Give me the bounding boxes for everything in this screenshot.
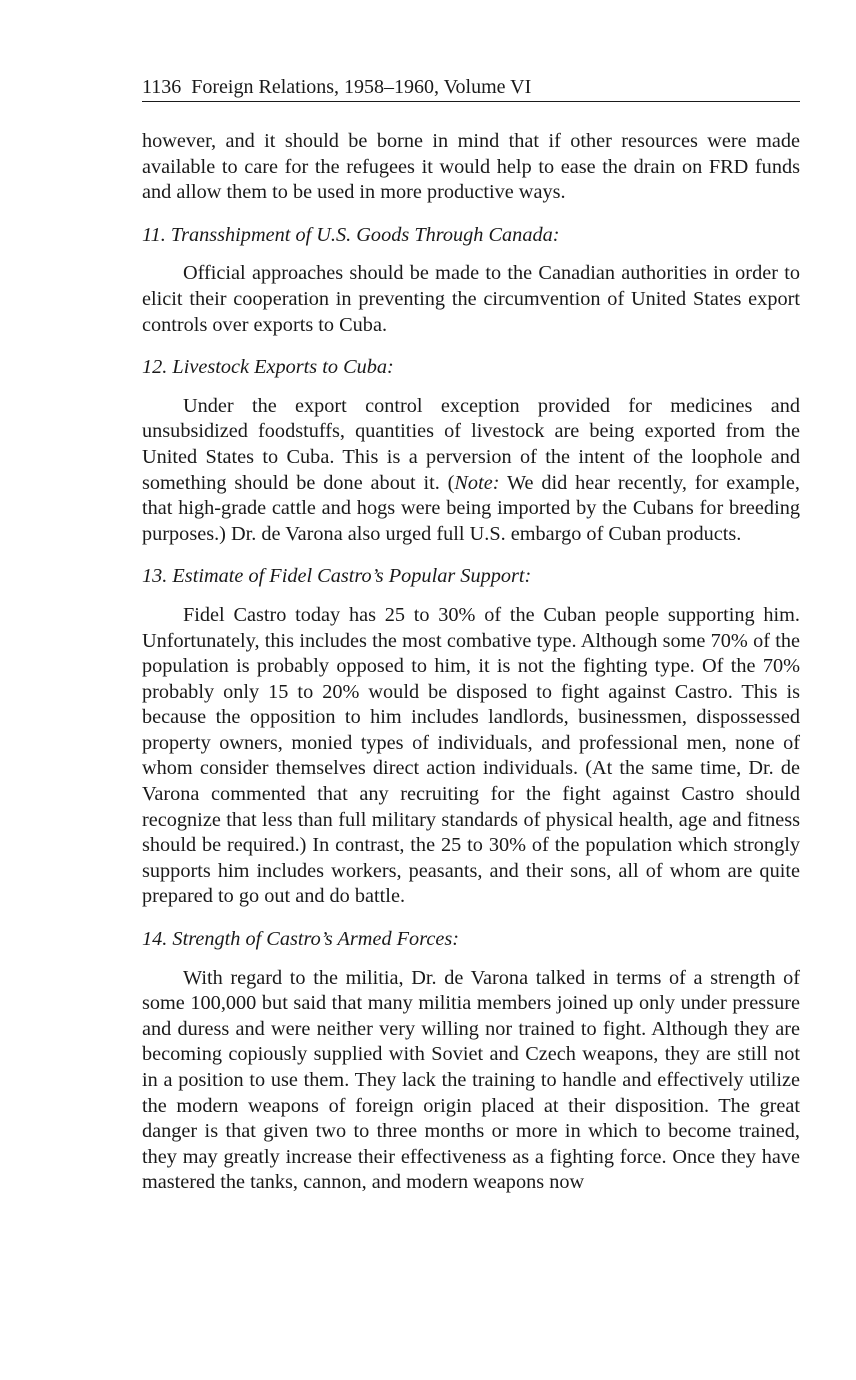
page-number: 1136 — [142, 76, 182, 98]
section-text-12 — [142, 394, 800, 548]
section-text-12-part-2: We did hear recently, for example, that high-grade cattle and hogs were being imported by the Cubans for breeding purposes.) Dr. de Varona also urged full U.S. embargo of Cuban products. — [142, 471, 800, 545]
running-head — [142, 74, 800, 102]
section-text-14: With regard to the militia, Dr. de Varona talked in terms of a strength of some 100,000 but said that many militia members joined up only under pressure and duress and were neither very willing nor trained to fight. Although they are becoming copiously supplied with Soviet and Czech weapons, they are still not in a position to use them. They lack the training to handle and effectively utilize the modern weapons of foreign origin placed at their disposition. The great danger is that given two to three months or more in which to become trained, they may greatly increase their effectiveness as a fighting force. Once they have mastered the tanks, cannon, and modern weapons now — [142, 966, 800, 1194]
section-text-11: Official approaches should be made to the Canadian authorities in order to elicit their cooperation in preventing the circumvention of United States export controls over exports to Cuba. — [142, 262, 800, 336]
section-heading-12: 12. Livestock Exports to Cuba: — [142, 356, 394, 379]
section-heading-11: 11. Transshipment of U.S. Goods Through Canada: — [142, 223, 560, 246]
section-text-13: Fidel Castro today has 25 to 30% of the Cuban people supporting him. Unfortunately, this includes the most combative type. Although some 70% of the population is probably opposed to him, it is not the fighting type. Of the 70% probably only 15 to 20% would be disposed to fight against Castro. This is because the opposition to him includes landlords, businessmen, dispossessed property owners, monied types of individuals, and professional men, none of whom consider themselves direct action individuals. (At the same time, Dr. de Varona commented that any recruiting for the fight against Castro should recognize that less than full military standards of physical health, age and fitness should be required.) In contrast, the 25 to 30% of the population which strongly supports him includes workers, peasants, and their sons, all of whom are quite prepared to go out and do battle. — [142, 603, 800, 908]
note-label: Note: — [454, 471, 500, 494]
section-text-12-part-1: Under the export control exception provided for medicines and unsubsidized foodstuffs, quantities of livestock are being exported from the United States to Cuba. This is a perversion of the intent of the loophole and something should be done about it. ( — [142, 394, 800, 494]
continued-paragraph: however, and it should be borne in mind that if other resources were made available to care for the refugees it would help to ease the drain on FRD funds and allow them to be used in more productive ways. — [142, 130, 800, 204]
section-heading-14: 14. Strength of Castro’s Armed Forces: — [142, 928, 459, 951]
document-page — [142, 74, 800, 1196]
section-heading-13: 13. Estimate of Fidel Castro’s Popular Support: — [142, 565, 532, 588]
publication-title: Foreign Relations, 1958–1960, Volume VI — [191, 76, 532, 98]
